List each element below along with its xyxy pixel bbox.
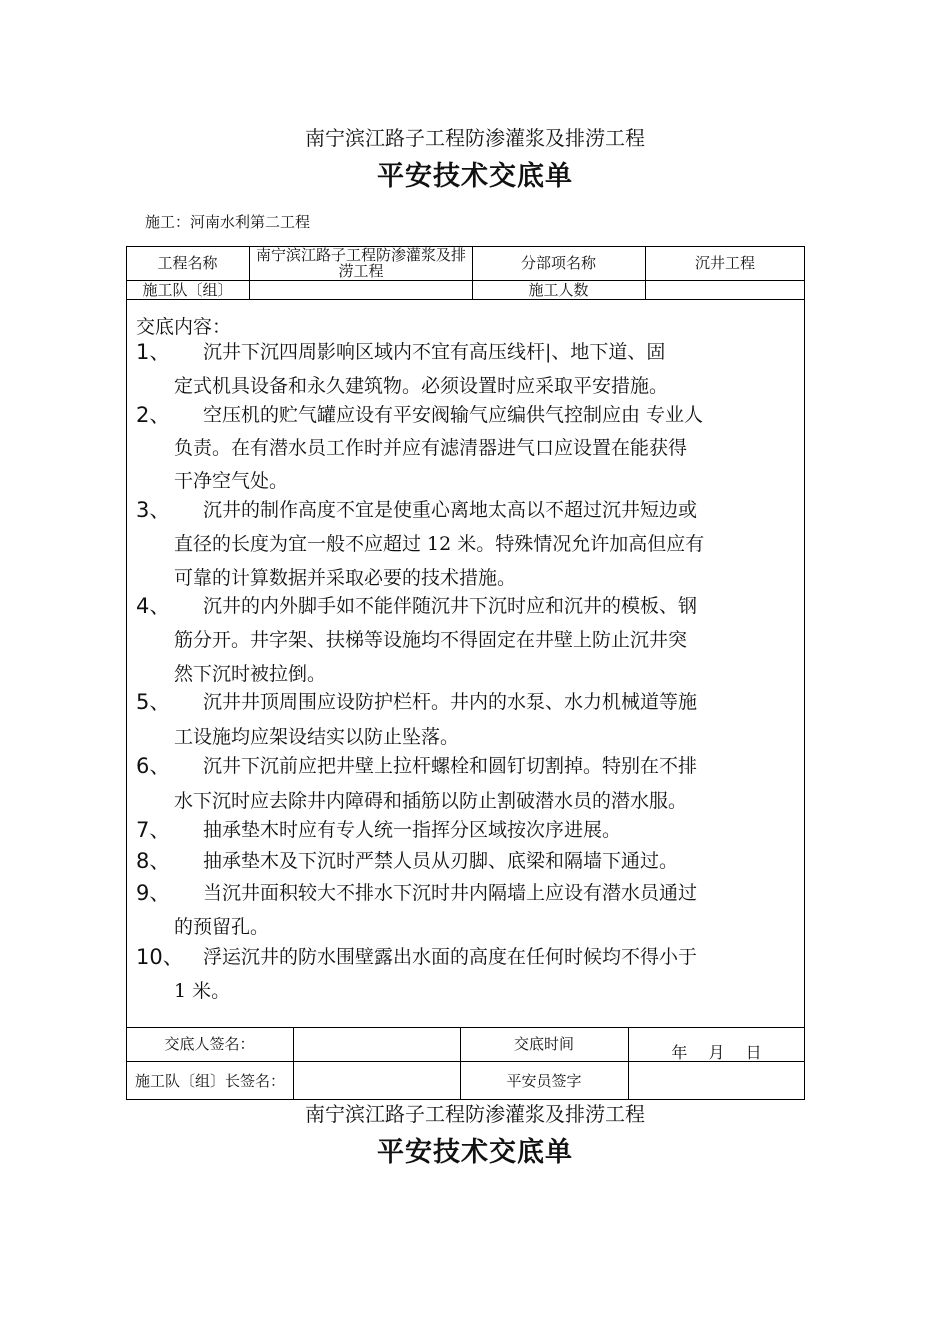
handover-date: 年 月 日	[671, 1043, 762, 1062]
item-text: 筋分开。井字架、扶梯等设施均不得固定在井壁上防止沉井突	[174, 629, 688, 651]
content-label: 交底内容：	[136, 316, 232, 338]
item-number: 9、	[136, 881, 171, 905]
handover-person-signature	[293, 1027, 460, 1061]
item-text: 负责。在有潜水员工作时并应有滤清器进气口应设置在能获得	[174, 437, 688, 459]
table-divider	[126, 299, 805, 300]
document-subtitle: 南宁滨江路子工程防渗灌浆及排涝工程	[305, 126, 645, 150]
item-text: 1 米。	[174, 980, 231, 1002]
item-text: 沉井下沉四周影响区域内不宜有高压线杆|、地下道、固	[203, 341, 666, 363]
item-text: 干净空气处。	[174, 470, 289, 492]
handover-time-label: 交底时间	[513, 1035, 574, 1053]
item-number: 7、	[136, 818, 171, 842]
project-name-label: 工程名称	[157, 254, 218, 272]
sub-item-value: 沉井工程	[694, 254, 755, 272]
item-text: 的预留孔。	[174, 916, 270, 938]
item-text: 工设施均应架设结实以防止坠落。	[174, 726, 460, 748]
next-page-subtitle: 南宁滨江路子工程防渗灌浆及排涝工程	[305, 1102, 645, 1126]
next-page-title: 平安技术交底单	[377, 1137, 573, 1168]
item-text: 定式机具设备和永久建筑物。必须设置时应采取平安措施。	[174, 375, 669, 397]
team-label: 施工队〔组〕	[142, 280, 233, 299]
item-text: 空压机的贮气罐应设有平安阀输气应编供气控制应由 专业人	[203, 404, 704, 426]
document-title: 平安技术交底单	[377, 161, 573, 192]
safety-officer-label: 平安员签字	[506, 1071, 582, 1090]
item-number: 2、	[136, 403, 171, 427]
item-text: 浮运沉井的防水围壁露出水面的高度在任何时候均不得小于	[203, 946, 698, 968]
item-number: 10、	[136, 945, 184, 969]
item-number: 4、	[136, 594, 171, 618]
item-text: 然下沉时被拉倒。	[174, 663, 327, 685]
item-number: 1、	[136, 340, 171, 364]
item-text: 水下沉时应去除井内障碍和插筋以防止割破潜水员的潜水服。	[174, 790, 688, 812]
item-text: 可靠的计算数据并采取必要的技术措施。	[174, 567, 517, 589]
workers-label: 施工人数	[528, 280, 589, 299]
item-text: 当沉井面积较大不排水下沉时井内隔墙上应设有潜水员通过	[203, 882, 698, 904]
sub-item-label: 分部项名称	[520, 254, 596, 272]
item-number: 8、	[136, 849, 171, 873]
item-text: 抽承垫木及下沉时严禁人员从刃脚、底梁和隔墙下通过。	[203, 850, 679, 872]
construction-unit: 施工：河南水利第二工程	[145, 213, 311, 231]
handover-person-label: 交底人签名：	[164, 1035, 255, 1053]
item-number: 6、	[136, 754, 171, 778]
item-text: 沉井的内外脚手如不能伴随沉井下沉时应和沉井的模板、钢	[203, 595, 698, 617]
workers-value	[645, 280, 805, 299]
team-leader-signature	[293, 1061, 460, 1100]
team-leader-label: 施工队〔组〕长签名：	[134, 1071, 285, 1090]
item-text: 沉井井顶周围应设防护栏杆。井内的水泵、水力机械道等施	[203, 691, 698, 713]
item-text: 沉井的制作高度不宜是使重心离地太高以不超过沉井短边或	[203, 499, 698, 521]
item-number: 3、	[136, 498, 171, 522]
item-text: 直径的长度为宜一般不应超过 12 米。特殊情况允许加高但应有	[174, 533, 705, 555]
safety-officer-signature	[628, 1061, 805, 1100]
item-text: 沉井下沉前应把井壁上拉杆螺栓和圆钉切割掉。特别在不排	[203, 755, 698, 777]
team-value	[249, 280, 472, 299]
item-number: 5、	[136, 690, 171, 714]
project-name-value: 南宁滨江路子工程防渗灌浆及排涝工程	[256, 246, 467, 280]
item-text: 抽承垫木时应有专人统一指挥分区域按次序进展。	[203, 819, 622, 841]
